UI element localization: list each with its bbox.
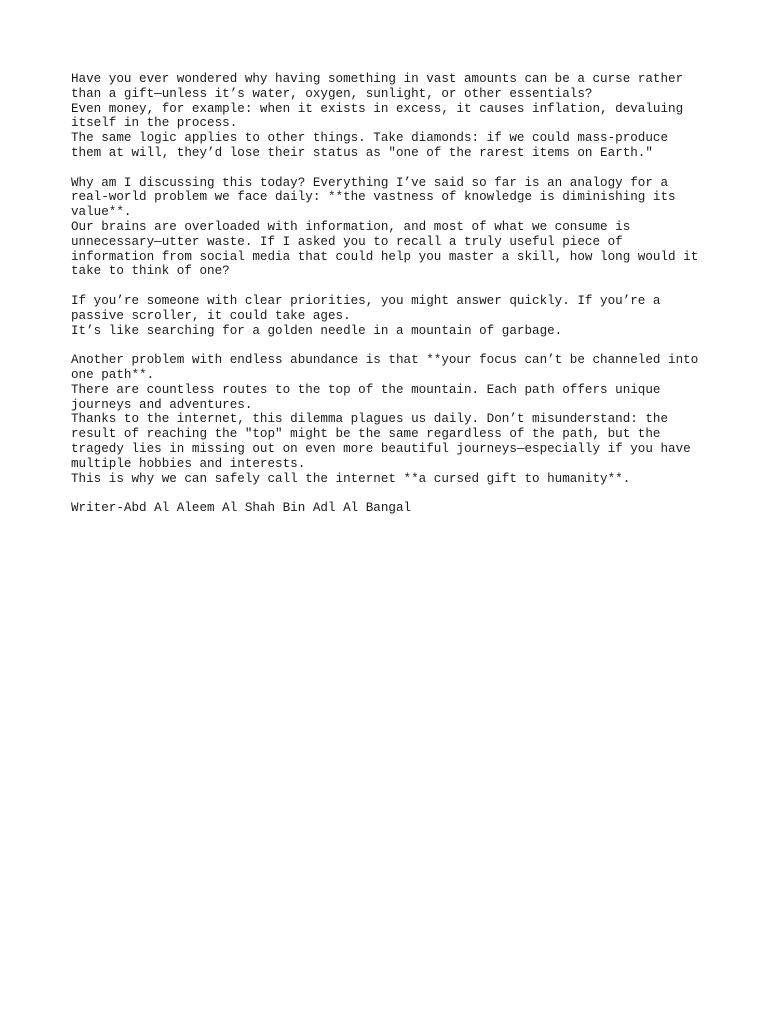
text-line: itself in the process. <box>71 116 238 131</box>
text-line: unnecessary—utter waste. If I asked you to recall a truly useful piece of <box>71 234 623 249</box>
text-line: tragedy lies in missing out on even more beautiful journeys—especially if you have <box>71 441 691 456</box>
text-line: value**. <box>71 205 132 220</box>
text-line: them at will, they’d lose their status as "one of the rarest items on Earth." <box>71 145 653 160</box>
text-line: Another problem with endless abundance is that **your focus can’t be channeled into <box>71 353 699 368</box>
text-line: take to think of one? <box>71 264 230 279</box>
text-line: There are countless routes to the top of the mountain. Each path offers unique <box>71 382 661 397</box>
text-line: information from social media that could help you master a skill, how long would it <box>71 249 699 264</box>
paragraph-focus <box>71 353 711 486</box>
text-line: Even money, for example: when it exists in excess, it causes inflation, devaluing <box>71 101 684 116</box>
text-line: The same logic applies to other things. Take diamonds: if we could mass-produce <box>71 131 669 146</box>
text-line: It’s like searching for a golden needle in a mountain of garbage. <box>71 323 563 338</box>
text-line: Thanks to the internet, this dilemma plagues us daily. Don’t misunderstand: the <box>71 412 669 427</box>
author-line: Writer-Abd Al Aleem Al Shah Bin Adl Al Bangal <box>71 501 412 516</box>
document-page <box>71 72 711 531</box>
text-line: Have you ever wondered why having something in vast amounts can be a curse rather <box>71 72 684 86</box>
text-line: real-world problem we face daily: **the vastness of knowledge is diminishing its <box>71 190 676 205</box>
paragraph-priorities <box>71 294 711 338</box>
text-line: result of reaching the "top" might be the same regardless of the path, but the <box>71 427 661 442</box>
text-line: Why am I discussing this today? Everything I’ve said so far is an analogy for a <box>71 175 669 190</box>
text-line: journeys and adventures. <box>71 397 253 412</box>
text-line: This is why we can safely call the internet **a cursed gift to humanity**. <box>71 471 631 486</box>
paragraph-abundance-curse <box>71 72 711 161</box>
text-line: If you’re someone with clear priorities, you might answer quickly. If you’re a <box>71 293 661 308</box>
text-line: one path**. <box>71 367 155 382</box>
text-line: multiple hobbies and interests. <box>71 456 306 471</box>
text-line: Our brains are overloaded with information, and most of what we consume is <box>71 219 631 234</box>
author-signature <box>71 501 711 516</box>
paragraph-knowledge-value <box>71 176 711 280</box>
text-line: passive scroller, it could take ages. <box>71 308 351 323</box>
text-line: than a gift—unless it’s water, oxygen, sunlight, or other essentials? <box>71 86 593 101</box>
